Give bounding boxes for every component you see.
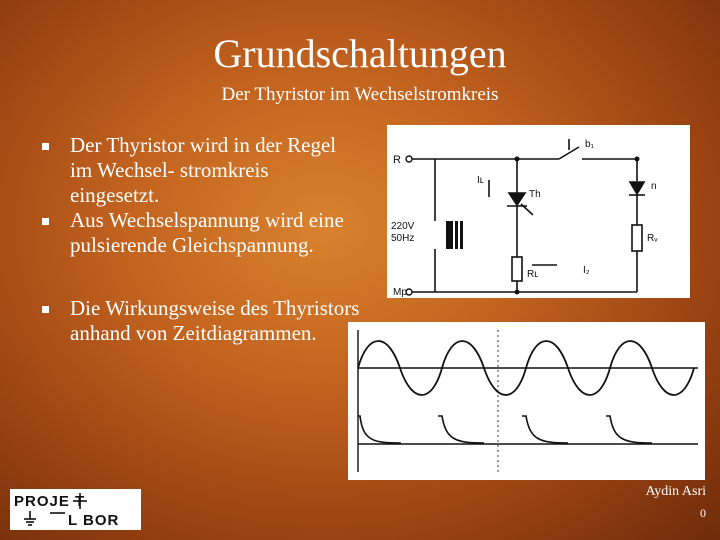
label-rl: Rʟ <box>527 269 539 280</box>
label-b1: b₁ <box>585 139 594 150</box>
author-name: Aydin Asri <box>645 484 706 499</box>
slide-title: Grundschaltungen <box>213 31 507 76</box>
bullet-item: Der Thyristor wird in der Regel im Wechsel- stromkreis eingesetzt. <box>40 133 360 208</box>
bullet-item: Die Wirkungsweise des Thyristors anhand von Zeitdiagrammen. <box>40 296 360 346</box>
bullet-marker-icon <box>42 143 49 150</box>
svg-text:L BOR: L BOR <box>68 512 120 529</box>
label-i2: I₂ <box>583 265 590 276</box>
slide-subtitle: Der Thyristor im Wechselstromkreis <box>221 84 499 105</box>
label-r: R <box>393 154 401 166</box>
label-rv: Rᵥ <box>647 233 658 244</box>
projekt-labor-logo <box>10 489 141 530</box>
label-mp: Mp <box>393 287 407 298</box>
timing-diagram <box>348 322 705 480</box>
label-voltage: 220V <box>391 221 415 232</box>
svg-text:PROJE T: PROJE T <box>14 493 86 510</box>
bullet-item: Aus Wechselspannung wird eine pulsierende Gleichspannung. <box>40 208 360 258</box>
bullet-list <box>40 133 360 346</box>
label-il: Iʟ <box>477 175 484 186</box>
bullet-marker-icon <box>42 218 49 225</box>
label-frequency: 50Hz <box>391 233 415 244</box>
slide-number: 0 <box>700 506 706 520</box>
thyristor-circuit-diagram <box>387 125 690 298</box>
bullet-marker-icon <box>42 306 49 313</box>
label-n: n <box>651 181 657 192</box>
label-th: Th <box>529 189 541 200</box>
